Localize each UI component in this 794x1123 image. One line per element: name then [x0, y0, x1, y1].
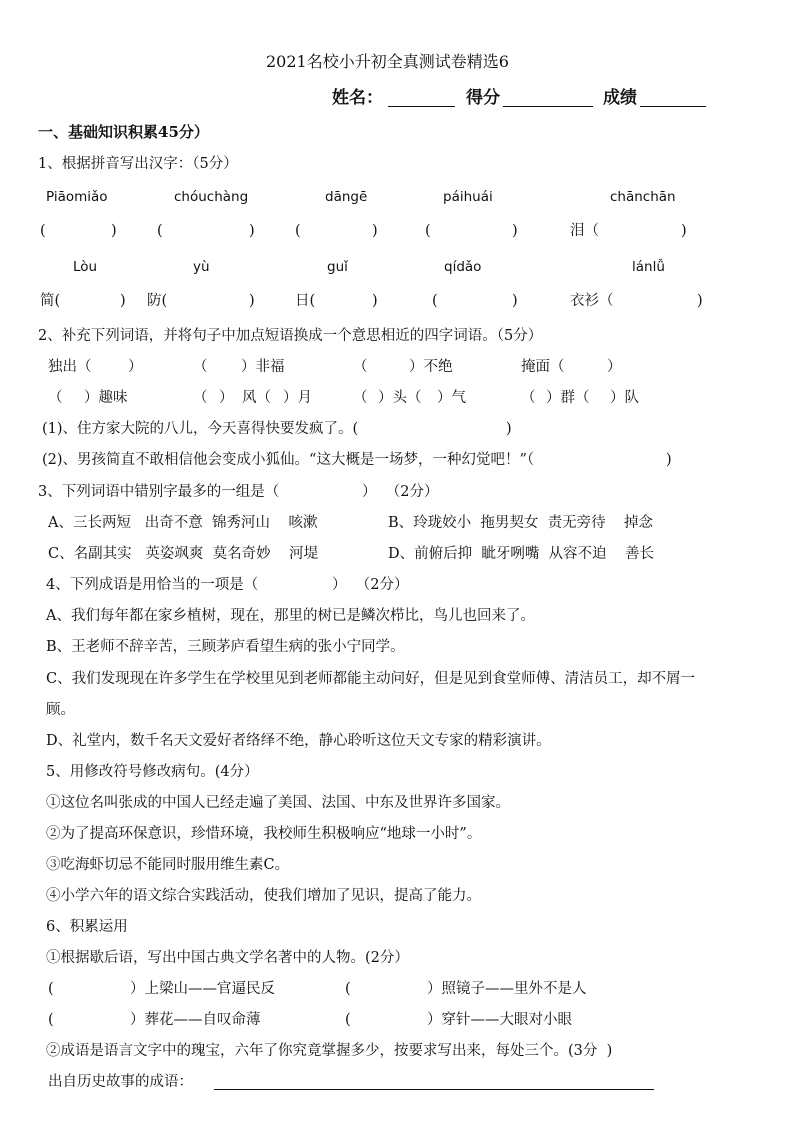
- page-title: 2021名校小升初全真测试卷精选6: [266, 52, 509, 71]
- paren-open: (: [295, 223, 301, 239]
- pinyin-chouchang: chóuchàng: [174, 189, 249, 205]
- paren-close: ): [111, 223, 117, 239]
- idiom-text: ）头（: [378, 390, 422, 406]
- paren-close: ): [512, 293, 518, 309]
- xiehouyu-item: ）穿针——大眼对小眼: [427, 1012, 572, 1028]
- sentence-item[interactable]: (1)、住方家大院的八儿，今天喜得快要发疯了。(: [42, 421, 359, 437]
- idiom-text: （: [48, 390, 63, 406]
- idiom-text: ）不绝: [409, 359, 453, 375]
- idiom-text: （: [193, 390, 208, 406]
- idiom-text: ）群（: [546, 390, 590, 406]
- paren-close: ): [512, 223, 518, 239]
- history-idiom-label: 出自历史故事的成语：: [48, 1074, 193, 1090]
- paren-open: (: [40, 223, 46, 239]
- question-stem: 5、用修改符号修改病句。(4分）: [46, 764, 259, 780]
- paren-close: ): [681, 223, 687, 239]
- option-c-continued: 顾。: [46, 702, 75, 718]
- paren-open: (: [157, 223, 163, 239]
- idiom-text: （: [521, 390, 536, 406]
- blank-prefix: 衣衫（: [570, 293, 614, 309]
- xiehouyu-item: ）葬花——自叹命薄: [130, 1012, 261, 1028]
- score-label: 得分: [466, 88, 500, 108]
- paren-open[interactable]: (: [48, 1012, 54, 1028]
- blank-prefix: 日(: [295, 293, 316, 309]
- pinyin-piaomiao: Piāomiǎo: [46, 189, 108, 205]
- question-stem-end: ） （2分）: [362, 484, 439, 500]
- idiom-text: （: [193, 359, 208, 375]
- grade-field[interactable]: [640, 106, 706, 107]
- idiom-text: ）: [607, 359, 622, 375]
- paren-close: ): [120, 293, 126, 309]
- paren-open[interactable]: (: [48, 981, 54, 997]
- paren-close: ): [666, 452, 672, 468]
- sick-sentence[interactable]: ①这位名叫张成的中国人已经走遍了美国、法国、中东及世界许多国家。: [46, 795, 510, 811]
- sub-question: ①根据歇后语，写出中国古典文学名著中的人物。(2分）: [46, 950, 409, 966]
- idiom-text: 风（: [242, 390, 271, 406]
- idiom-text: ）: [128, 359, 143, 375]
- blank-prefix: 简(: [40, 293, 61, 309]
- section-heading: 一、基础知识积累45分）: [38, 123, 209, 141]
- idiom-text: 独出（: [48, 359, 92, 375]
- history-idiom-answer-line[interactable]: [214, 1089, 654, 1090]
- name-label: 姓名：: [332, 88, 383, 108]
- question-stem[interactable]: 3、下列词语中错别字最多的一组是（: [38, 484, 280, 500]
- question-stem: 2、补充下列词语，并将句子中加点短语换成一个意思相近的四字词语。（5分）: [38, 328, 543, 344]
- paren-open: (: [432, 293, 438, 309]
- blank-prefix: 泪（: [570, 223, 599, 239]
- idiom-text: 掩面（: [521, 359, 565, 375]
- xiehouyu-item: ）照镜子——里外不是人: [427, 981, 587, 997]
- question-stem-end: ） （2分）: [332, 577, 409, 593]
- paren-close: ): [249, 293, 255, 309]
- sick-sentence[interactable]: ②为了提高环保意识，珍惜环境，我校师生积极响应“地球一小时”。: [46, 826, 482, 842]
- idiom-text: （: [353, 359, 368, 375]
- paren-close: ): [249, 223, 255, 239]
- paren-close: ): [372, 293, 378, 309]
- option-a[interactable]: A、三长两短 出奇不意 锦秀河山 咳漱: [48, 515, 318, 531]
- idiom-text: ）趣味: [84, 390, 128, 406]
- paren-close: ): [506, 421, 512, 437]
- pinyin-lou: Lòu: [73, 259, 98, 275]
- pinyin-chanchan: chānchān: [610, 189, 676, 205]
- idiom-text: （: [353, 390, 368, 406]
- paren-open: (: [425, 223, 431, 239]
- name-field[interactable]: [388, 106, 455, 107]
- paren-open[interactable]: (: [345, 981, 351, 997]
- idiom-text: ）气: [437, 390, 466, 406]
- idiom-text: ）非福: [241, 359, 285, 375]
- blank-prefix: 防(: [147, 293, 168, 309]
- pinyin-yu: yù: [193, 259, 210, 275]
- grade-label: 成绩: [603, 88, 637, 108]
- option-d[interactable]: D、前俯后抑 眦牙咧嘴 从容不迫 善长: [388, 546, 654, 562]
- paren-close: ): [372, 223, 378, 239]
- option-b[interactable]: B、玲珑姣小 拖男契女 责无旁待 掉念: [388, 515, 654, 531]
- paren-close: ): [697, 293, 703, 309]
- sub-question: ②成语是语言文字中的瑰宝，六年了你究竟掌握多少，按要求写出来，每处三个。(3分 ): [46, 1043, 613, 1059]
- idiom-text: ）月: [283, 390, 312, 406]
- idiom-text: ）队: [610, 390, 639, 406]
- idiom-text: ）: [219, 390, 234, 406]
- question-stem: 1、根据拼音写出汉字：（5分）: [38, 156, 238, 172]
- question-stem: 6、积累运用: [46, 919, 128, 935]
- pinyin-lanlv: lánlǚ: [632, 259, 665, 275]
- pinyin-qidao: qídǎo: [444, 259, 482, 275]
- pinyin-paihuai: páihuái: [443, 189, 493, 205]
- option-a[interactable]: A、我们每年都在家乡植树，现在，那里的树已是鳞次栉比，鸟儿也回来了。: [46, 608, 535, 624]
- sick-sentence[interactable]: ③吃海虾切忌不能同时服用维生素C。: [46, 857, 290, 873]
- score-field[interactable]: [503, 106, 593, 107]
- sick-sentence[interactable]: ④小学六年的语文综合实践活动，使我们增加了见识，提高了能力。: [46, 888, 481, 904]
- sentence-item[interactable]: (2)、男孩简直不敢相信他会变成小狐仙。“这大概是一场梦，一种幻觉吧！”（: [42, 452, 535, 468]
- question-stem[interactable]: 4、下列成语是用恰当的一项是（: [46, 577, 259, 593]
- xiehouyu-item: ）上梁山——官逼民反: [130, 981, 275, 997]
- option-d[interactable]: D、礼堂内，数千名天文爱好者络绎不绝，静心聆听这位天文专家的精彩演讲。: [46, 733, 551, 749]
- option-b[interactable]: B、王老师不辞辛苦，三顾茅庐看望生病的张小宁同学。: [46, 639, 405, 655]
- pinyin-gui: guǐ: [327, 259, 348, 275]
- option-c[interactable]: C、我们发现现在许多学生在学校里见到老师都能主动问好，但是见到食堂师傅、清洁员工，却不屑一: [46, 671, 696, 687]
- pinyin-dange: dāngē: [325, 189, 368, 205]
- option-c[interactable]: C、名副其实 英姿飒爽 莫名奇妙 河堤: [48, 546, 319, 562]
- paren-open[interactable]: (: [345, 1012, 351, 1028]
